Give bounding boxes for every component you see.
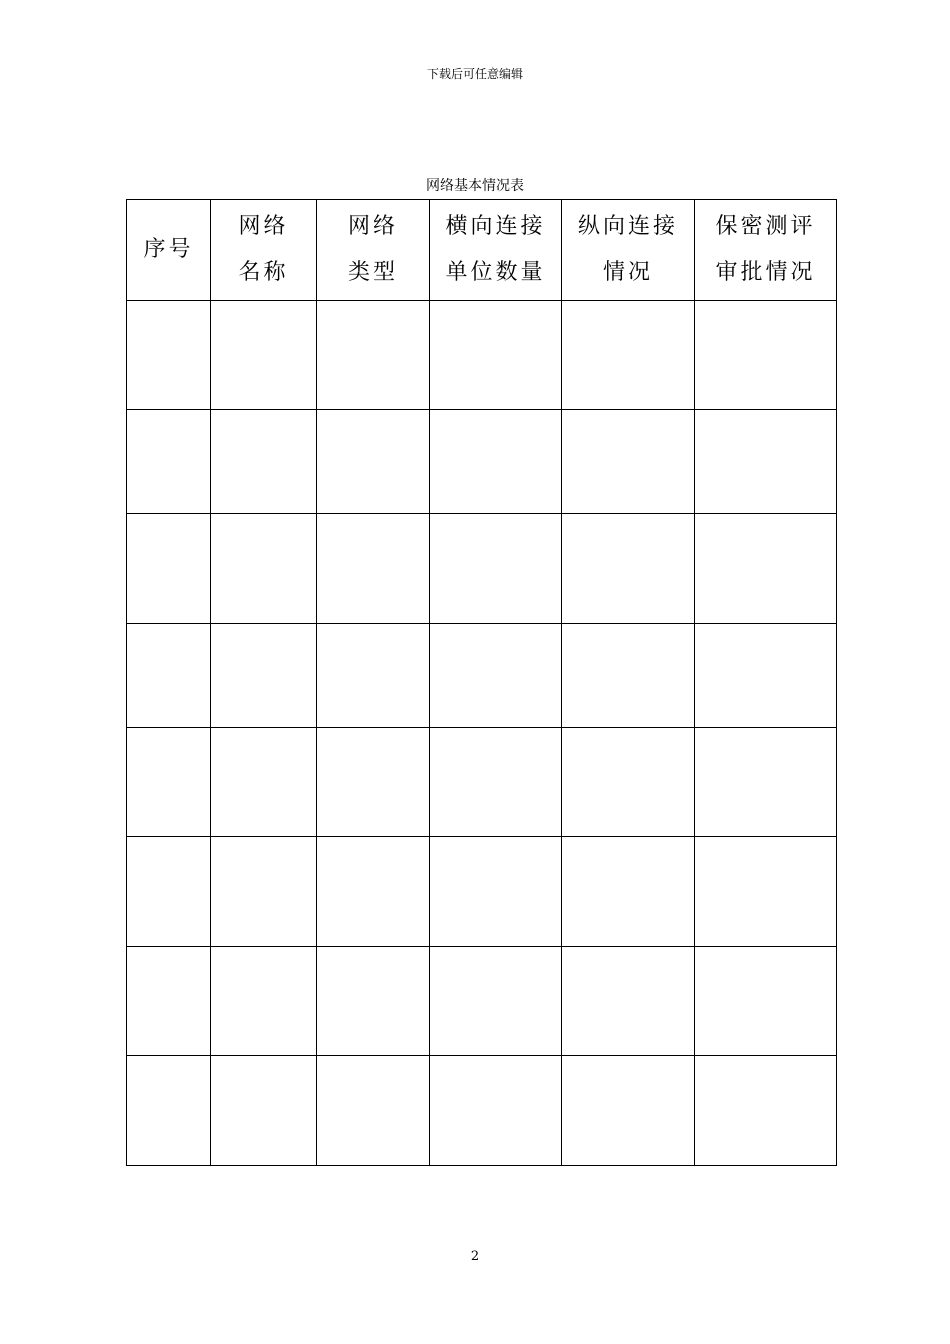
table-cell[interactable] <box>211 514 317 624</box>
table-cell[interactable] <box>562 514 695 624</box>
table-cell[interactable] <box>317 301 430 410</box>
header-horizontal-connections-line2: 单位数量 <box>445 260 546 285</box>
table-cell[interactable] <box>562 837 695 947</box>
table-cell[interactable] <box>317 728 430 837</box>
table-cell[interactable] <box>430 514 562 624</box>
table-cell[interactable] <box>695 410 837 514</box>
table-row <box>127 514 837 624</box>
table-cell[interactable] <box>127 728 211 837</box>
header-security-evaluation-line1: 保密测评 <box>715 214 816 239</box>
table-cell[interactable] <box>127 624 211 728</box>
table-cell[interactable] <box>317 624 430 728</box>
table-title: 网络基本情况表 <box>426 178 524 194</box>
table-cell[interactable] <box>127 1056 211 1166</box>
table-cell[interactable] <box>211 301 317 410</box>
table-cell[interactable] <box>562 1056 695 1166</box>
header-cell-security-evaluation <box>695 200 837 301</box>
table-cell[interactable] <box>562 728 695 837</box>
header-cell-vertical-connections <box>562 200 695 301</box>
page-number: 2 <box>470 1249 480 1264</box>
header-note: 下载后可任意编辑 <box>426 67 523 81</box>
header-cell-network-type <box>317 200 430 301</box>
header-cell-serial-number <box>127 200 211 301</box>
header-network-name-line1: 网络 <box>238 214 289 239</box>
table-cell[interactable] <box>430 410 562 514</box>
table-cell[interactable] <box>430 728 562 837</box>
table-cell[interactable] <box>695 1056 837 1166</box>
table-cell[interactable] <box>127 410 211 514</box>
table-cell[interactable] <box>317 1056 430 1166</box>
header-cell-network-name <box>211 200 317 301</box>
table-row <box>127 1056 837 1166</box>
header-network-type-line1: 网络 <box>347 214 398 239</box>
header-horizontal-connections-line1: 横向连接 <box>445 214 546 239</box>
table-cell[interactable] <box>127 947 211 1056</box>
header-serial-number-line1: 序号 <box>143 237 194 262</box>
table-cell[interactable] <box>562 624 695 728</box>
table-row <box>127 728 837 837</box>
table-row <box>127 410 837 514</box>
header-vertical-connections-line2: 情况 <box>602 260 653 285</box>
table-cell[interactable] <box>562 410 695 514</box>
table-cell[interactable] <box>317 514 430 624</box>
table-cell[interactable] <box>695 947 837 1056</box>
header-network-name-line2: 名称 <box>238 260 289 285</box>
table-cell[interactable] <box>127 837 211 947</box>
table-cell[interactable] <box>430 1056 562 1166</box>
header-cell-horizontal-connections <box>430 200 562 301</box>
table-cell[interactable] <box>695 301 837 410</box>
header-network-type-line2: 类型 <box>347 260 398 285</box>
table-cell[interactable] <box>127 301 211 410</box>
header-security-evaluation-line2: 审批情况 <box>715 260 816 285</box>
table-header-row <box>127 200 837 301</box>
table-cell[interactable] <box>211 837 317 947</box>
network-info-table <box>126 199 837 1166</box>
table-cell[interactable] <box>211 728 317 837</box>
header-vertical-connections-line1: 纵向连接 <box>577 214 678 239</box>
table-row <box>127 947 837 1056</box>
table-cell[interactable] <box>695 624 837 728</box>
table-cell[interactable] <box>695 514 837 624</box>
table-cell[interactable] <box>211 410 317 514</box>
table-cell[interactable] <box>317 837 430 947</box>
table-cell[interactable] <box>695 837 837 947</box>
table-cell[interactable] <box>317 410 430 514</box>
table-cell[interactable] <box>211 947 317 1056</box>
table-row <box>127 301 837 410</box>
table-cell[interactable] <box>695 728 837 837</box>
table-cell[interactable] <box>562 301 695 410</box>
table-cell[interactable] <box>127 514 211 624</box>
table-cell[interactable] <box>430 301 562 410</box>
table-cell[interactable] <box>430 837 562 947</box>
table-cell[interactable] <box>211 1056 317 1166</box>
table-cell[interactable] <box>211 624 317 728</box>
table-cell[interactable] <box>430 624 562 728</box>
table-row <box>127 837 837 947</box>
table-cell[interactable] <box>317 947 430 1056</box>
table-row <box>127 624 837 728</box>
table-cell[interactable] <box>562 947 695 1056</box>
table-cell[interactable] <box>430 947 562 1056</box>
